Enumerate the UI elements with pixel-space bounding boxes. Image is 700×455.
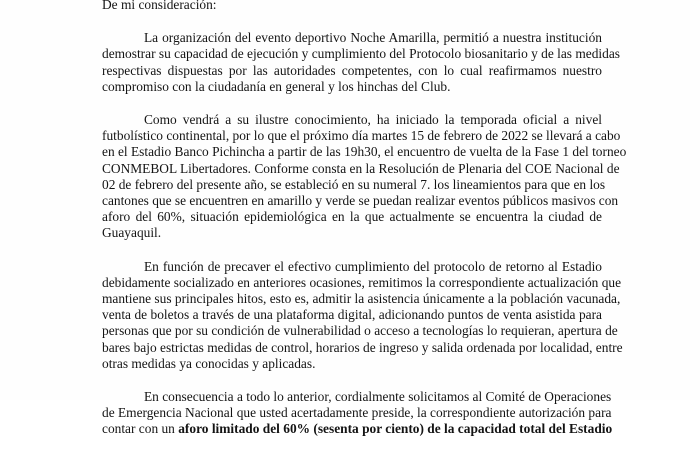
paragraph-line: En función de precaver el efectivo cumplimiento del protocolo de retorno al Estadio: [144, 258, 602, 274]
paragraph-line: La organización del evento deportivo Noche Amarilla, permitió a nuestra institución: [144, 30, 602, 46]
paragraph-line: otras medidas ya conocidas y aplicadas.: [102, 355, 316, 371]
paragraph-line-request: [102, 421, 613, 437]
paragraph-line: Guayaquil.: [102, 225, 162, 241]
paragraph-line: personas que por su condición de vulnerabilidad o acceso a tecnologías lo requieran, apertura de: [102, 323, 618, 339]
paragraph-line: demostrar su capacidad de ejecución y cumplimiento del Protocolo biosanitario y de las medidas: [102, 46, 620, 62]
paragraph-line: aforo del 60%, situación epidemiológica en la que actualmente se encuentra la ciudad de: [102, 209, 602, 225]
paragraph-line: 02 de febrero del presente año, se estableció en su numeral 7. los lineamientos para que en los: [102, 176, 606, 192]
request-prefix: contar con un: [102, 421, 179, 437]
paragraph-protocolo: [102, 258, 623, 372]
paragraph-line: bares bajo estrictas medidas de control, horarios de ingreso y salida ordenada por localidad, entre: [102, 339, 623, 355]
paragraph-line: CONMEBOL Libertadores. Conforme consta en la Resolución de Plenaria del COE Nacional de: [102, 160, 620, 176]
paragraph-line: respectivas dispuestas por las autoridades competentes, con lo cual reafirmamos nuestro: [102, 62, 602, 78]
paragraph-line: en el Estadio Banco Pichincha a partir de las 19h30, el encuentro de vuelta de la Fase 1 del torneo: [102, 144, 627, 160]
paragraph-solicitud: [102, 389, 613, 438]
paragraph-line: compromiso con la ciudadanía en general y los hinchas del Club.: [102, 78, 451, 94]
paragraph-noche-amarilla: [102, 30, 620, 95]
paragraph-line: En consecuencia a todo lo anterior, cordialmente solicitamos al Comité de Operaciones: [144, 389, 612, 405]
paragraph-line: futbolístico continental, por lo que el próximo día martes 15 de febrero de 2022 se llevará a cabo: [102, 128, 621, 144]
letter-body: [102, 0, 627, 455]
paragraph-line: debidamente socializado en anteriores ocasiones, remitimos la correspondiente actualización que: [102, 274, 622, 290]
paragraph-line: de Emergencia Nacional que usted acertadamente preside, la correspondiente autorización para: [102, 405, 612, 421]
aforo-request-bold: aforo limitado del 60% (sesenta por ciento) de la capacidad total del Estadio: [178, 421, 613, 437]
paragraph-temporada: [102, 112, 627, 242]
paragraph-line: mantiene sus principales hitos, esto es, admitir la asistencia únicamente a la población vacunada,: [102, 291, 621, 307]
salutation: De mi consideración:: [102, 0, 217, 12]
paragraph-line: Como vendrá a su ilustre conocimiento, ha iniciado la temporada oficial a nivel: [144, 112, 602, 128]
paragraph-line: venta de boletos a través de una plataforma digital, adicionando puntos de venta asistida para: [102, 307, 602, 323]
paragraph-line: cantones que se encuentren en amarillo y verde se puedan realizar eventos públicos masivos con: [102, 193, 619, 209]
